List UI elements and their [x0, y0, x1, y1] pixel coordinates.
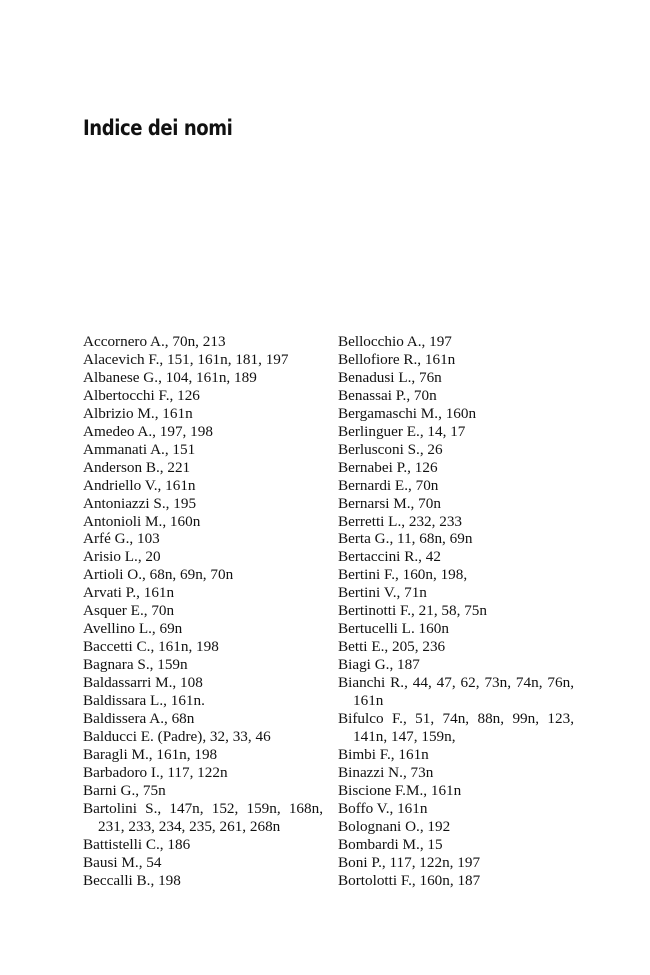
index-entry: Bertini F., 160n, 198,: [338, 566, 468, 584]
index-entry: Amedeo A., 197, 198: [83, 422, 213, 440]
index-entry: Baldissara L., 161n.: [83, 692, 205, 710]
index-entry: Baldissera A., 68n: [83, 710, 195, 728]
page-title: Indice dei nomi: [83, 116, 233, 140]
index-entry: Andriello V., 161n: [83, 476, 196, 494]
index-entry: Bergamaschi M., 160n: [338, 404, 477, 422]
index-entry: Bortolotti F., 160n, 187: [338, 871, 481, 889]
index-entry: Albertocchi F., 126: [83, 386, 200, 404]
index-entry: Baldassarri M., 108: [83, 674, 203, 692]
index-entry: Biagi G., 187: [338, 656, 420, 674]
index-entry: Bellofiore R., 161n: [338, 350, 456, 368]
index-entry: Avellino L., 69n: [83, 620, 183, 638]
index-entry: Artioli O., 68n, 69n, 70n: [83, 566, 234, 584]
index-entry: Berta G., 11, 68n, 69n: [338, 530, 473, 548]
index-entry: Berlinguer E., 14, 17: [338, 422, 466, 440]
index-entry: Biscione F.M., 161n: [338, 781, 462, 799]
index-entry: Arisio L., 20: [83, 548, 161, 566]
index-entry: Albrizio M., 161n: [83, 404, 193, 422]
index-entry: Bimbi F., 161n: [338, 745, 429, 763]
index-entry: Bertinotti F., 21, 58, 75n: [338, 602, 487, 620]
index-entry: Albanese G., 104, 161n, 189: [83, 368, 257, 386]
index-entry: Arvati P., 161n: [83, 584, 175, 602]
index-entry: Bagnara S., 159n: [83, 656, 188, 674]
index-entry: Baccetti C., 161n, 198: [83, 638, 219, 656]
index-entry: Alacevich F., 151, 161n, 181, 197: [83, 350, 289, 368]
index-entry: Bertaccini R., 42: [338, 548, 441, 566]
index-entry: Bertini V., 71n: [338, 584, 427, 602]
index-column-left: [83, 333, 323, 890]
index-entry: Balducci E. (Padre), 32, 33, 46: [83, 727, 271, 745]
index-entry: Bolognani O., 192: [338, 817, 451, 835]
index-entry: Benassai P., 70n: [338, 386, 437, 404]
index-entry: Benadusi L., 76n: [338, 368, 442, 386]
index-entry: Bifulco F., 51, 74n, 88n, 99n, 123, 141n, 147, 159n,: [338, 710, 574, 745]
index-entry: Baragli M., 161n, 198: [83, 745, 218, 763]
index-entry: Berretti L., 232, 233: [338, 512, 463, 530]
index-entry: Accornero A., 70n, 213: [83, 333, 226, 350]
index-entry: Bianchi R., 44, 47, 62, 73n, 74n, 76n, 161n: [338, 674, 574, 710]
index-column-right: [338, 333, 574, 890]
index-entry: Betti E., 205, 236: [338, 638, 446, 656]
index-entry: Battistelli C., 186: [83, 835, 191, 853]
index-entry: Berlusconi S., 26: [338, 440, 443, 458]
index-entry: Binazzi N., 73n: [338, 763, 434, 781]
index-entry: Anderson B., 221: [83, 458, 191, 476]
index-entry: Asquer E., 70n: [83, 602, 175, 620]
index-entry: Bernabei P., 126: [338, 458, 438, 476]
index-entry: Bausi M., 54: [83, 853, 162, 871]
index-entry: Antoniazzi S., 195: [83, 494, 197, 512]
index-entry: Ammanati A., 151: [83, 440, 196, 458]
index-entry: Beccalli B., 198: [83, 871, 181, 889]
index-entry: Bertucelli L. 160n: [338, 620, 449, 638]
index-entry: Bellocchio A., 197: [338, 333, 452, 350]
index-entry: Bernardi E., 70n: [338, 476, 439, 494]
index-entry: Arfé G., 103: [83, 530, 160, 548]
index-entry: Bernarsi M., 70n: [338, 494, 441, 512]
index-entry: Boffo V., 161n: [338, 799, 428, 817]
index-entry: Boni P., 117, 122n, 197: [338, 853, 481, 871]
index-entry: Bombardi M., 15: [338, 835, 443, 853]
index-entry: Barni G., 75n: [83, 781, 166, 799]
index-entry: Barbadoro I., 117, 122n: [83, 763, 228, 781]
index-entry: Bartolini S., 147n, 152, 159n, 168n, 231, 233, 234, 235, 261, 268n: [83, 799, 323, 835]
index-entry: Antonioli M., 160n: [83, 512, 201, 530]
